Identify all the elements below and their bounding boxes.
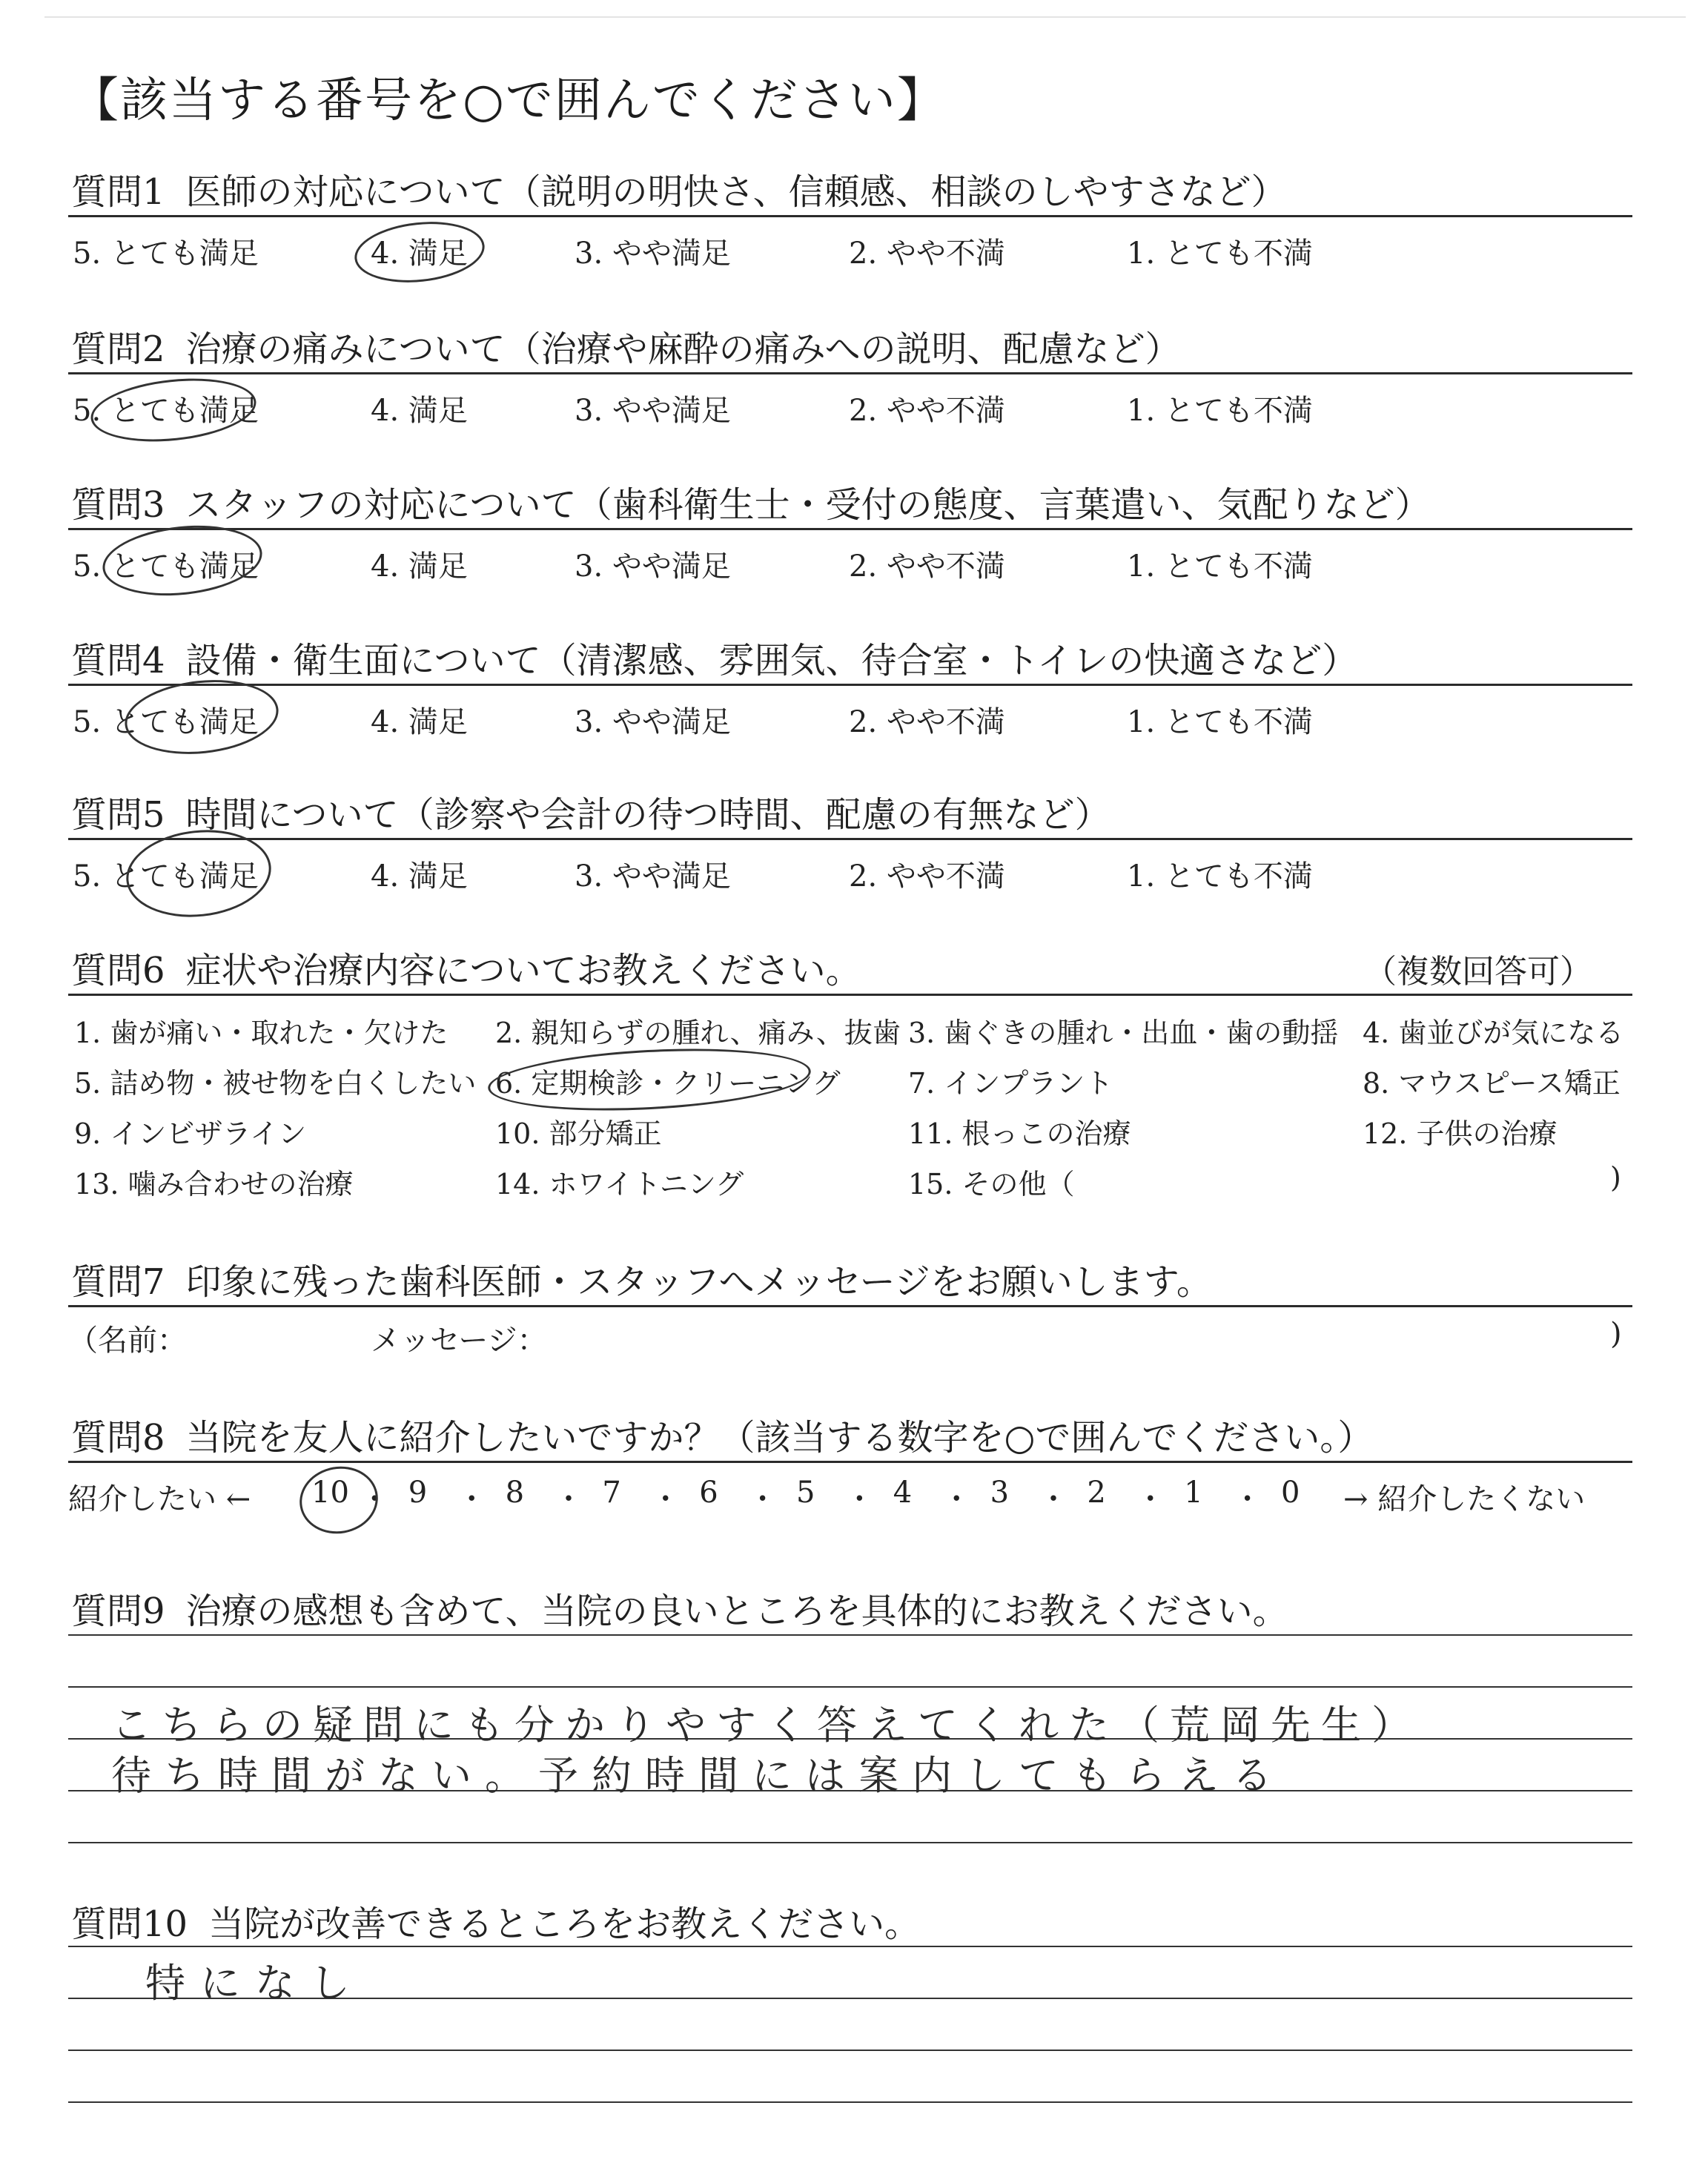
q6-option-8[interactable]: 8. マウスピース矯正 [1363, 1067, 1621, 1100]
answer-circle-mark [99, 518, 265, 603]
q6-option-14[interactable]: 14. ホワイトニング [495, 1168, 744, 1200]
question-1-number: 質問1 [71, 171, 165, 213]
question-5 [71, 786, 1110, 837]
scale-separator: ・ [1039, 1482, 1068, 1516]
q2-option-4[interactable]: 4. 満足 [371, 394, 468, 428]
q6-option-10[interactable]: 10. 部分矯正 [495, 1117, 662, 1150]
recommend-left-label: 紹介したい ← [68, 1482, 251, 1516]
question-4-rule [68, 684, 1632, 686]
answer-circle-mark [294, 1460, 383, 1539]
scale-value[interactable]: 10 [311, 1476, 349, 1510]
answer-line [68, 2050, 1632, 2051]
q2-option-1[interactable]: 1. とても不満 [1127, 394, 1313, 428]
scale-separator: ・ [650, 1482, 681, 1516]
question-2-number: 質問2 [71, 328, 165, 370]
q2-option-3[interactable]: 3. やや満足 [575, 394, 731, 428]
answer-line [68, 1842, 1632, 1843]
question-7 [71, 1253, 1212, 1304]
q1-option-5[interactable]: 5. とても満足 [73, 237, 259, 271]
q6-option-5[interactable]: 5. 詰め物・被せ物を白くしたい [74, 1067, 477, 1100]
q5-option-1[interactable]: 1. とても不満 [1127, 859, 1313, 894]
q3-option-4[interactable]: 4. 満足 [371, 549, 468, 584]
q10-handwritten-answer: 特になし [145, 1960, 365, 2007]
question-1 [71, 163, 1287, 214]
scale-value[interactable]: 7 [602, 1476, 621, 1510]
message-field-label: メッセージ： [371, 1324, 547, 1358]
scale-value[interactable]: 2 [1087, 1476, 1106, 1510]
question-8-rule [68, 1461, 1632, 1463]
q3-option-5[interactable]: 5. とても満足 [73, 549, 259, 584]
question-1-text: 医師の対応について（説明の明快さ、信頼感、相談のしやすさなど） [185, 171, 1287, 213]
scale-value[interactable]: 3 [990, 1476, 1010, 1510]
q1-option-1[interactable]: 1. とても不満 [1127, 237, 1313, 271]
scale-separator: ・ [1232, 1482, 1262, 1516]
question-7-text: 印象に残った歯科医師・スタッフへメッセージをお願いします。 [185, 1261, 1212, 1303]
q6-option-11[interactable]: 11. 根っこの治療 [908, 1117, 1131, 1150]
question-7-number: 質問7 [71, 1261, 165, 1303]
answer-circle-mark [351, 216, 487, 288]
question-2-rule [68, 372, 1632, 374]
q3-option-3[interactable]: 3. やや満足 [575, 549, 731, 584]
question-5-rule [68, 838, 1632, 840]
q6-option-2[interactable]: 2. 親知らずの腫れ、痛み、抜歯 [495, 1017, 901, 1049]
q3-option-2[interactable]: 2. やや不満 [849, 549, 1005, 584]
q6-option-3[interactable]: 3. 歯ぐきの腫れ・出血・歯の動揺 [908, 1017, 1339, 1049]
q6-option-13[interactable]: 13. 噛み合わせの治療 [74, 1168, 354, 1200]
q4-option-3[interactable]: 3. やや満足 [575, 705, 731, 739]
q6-option-7[interactable]: 7. インプラント [908, 1067, 1113, 1100]
question-5-text: 時間について（診察や会計の待つ時間、配慮の有無など） [185, 794, 1110, 836]
q4-option-2[interactable]: 2. やや不満 [849, 705, 1005, 739]
scale-separator: ・ [457, 1482, 487, 1516]
name-field-label: （名前： [68, 1324, 187, 1358]
scale-separator: ・ [941, 1482, 972, 1516]
q6-option-15[interactable]: 15. その他（ [908, 1168, 1075, 1200]
question-4 [71, 632, 1357, 683]
question-10 [71, 1895, 920, 1946]
answer-circle-mark [87, 371, 259, 449]
multiple-answers-note: （複数回答可） [1364, 953, 1592, 991]
question-6-number: 質問6 [71, 950, 165, 991]
question-8-number: 質問8 [71, 1417, 165, 1459]
question-4-text: 設備・衛生面について（清潔感、雰囲気、待合室・トイレの快適さなど） [185, 640, 1358, 681]
q6-option-12[interactable]: 12. 子供の治療 [1363, 1117, 1558, 1150]
question-1-rule [68, 215, 1632, 217]
scale-separator: ・ [747, 1482, 778, 1516]
question-9-text: 治療の感想も含めて、当院の良いところを具体的にお教えください。 [185, 1591, 1288, 1632]
message-close-paren: ) [1610, 1317, 1622, 1351]
scale-value[interactable]: 4 [893, 1476, 913, 1510]
question-9 [71, 1582, 1288, 1634]
scale-value[interactable]: 1 [1184, 1476, 1203, 1510]
scale-separator: ・ [554, 1482, 583, 1516]
answer-line [68, 1634, 1632, 1636]
q4-option-4[interactable]: 4. 満足 [371, 705, 468, 739]
question-10-text: 当院が改善できるところをお教えください。 [208, 1903, 921, 1945]
question-6 [71, 942, 861, 993]
question-6-rule [68, 994, 1632, 996]
question-8 [71, 1409, 1373, 1460]
page-heading: 【該当する番号を○で囲んでください】 [71, 73, 946, 128]
q1-option-2[interactable]: 2. やや不満 [849, 237, 1005, 271]
answer-line [68, 1686, 1632, 1688]
q9-handwritten-answer-2: 待ち時間がない。予約時間には案内してもらえる [111, 1752, 1285, 1799]
q5-option-5[interactable]: 5. とても満足 [73, 859, 259, 894]
question-2-text: 治療の痛みについて（治療や麻酔の痛みへの説明、配慮など） [185, 328, 1181, 370]
top-edge-rule [44, 16, 1686, 18]
question-3 [71, 476, 1431, 527]
scale-value[interactable]: 6 [699, 1476, 718, 1510]
answer-line [68, 1946, 1632, 1947]
answer-line [68, 2101, 1632, 2103]
answer-circle-mark [121, 673, 282, 761]
question-4-number: 質問4 [71, 640, 165, 681]
question-8-text: 当院を友人に紹介したいですか？（該当する数字を○で囲んでください。） [185, 1417, 1374, 1459]
scale-value[interactable]: 8 [505, 1476, 525, 1510]
q1-option-4[interactable]: 4. 満足 [371, 237, 468, 271]
q1-option-3[interactable]: 3. やや満足 [575, 237, 731, 271]
scale-value[interactable]: 9 [408, 1476, 428, 1510]
question-3-number: 質問3 [71, 484, 165, 526]
q6-option-1[interactable]: 1. 歯が痛い・取れた・欠けた [74, 1017, 448, 1049]
q5-option-4[interactable]: 4. 満足 [371, 859, 468, 894]
q6-option-9[interactable]: 9. インビザライン [74, 1117, 307, 1150]
q6-other-close-paren: ) [1610, 1161, 1621, 1194]
q3-option-1[interactable]: 1. とても不満 [1127, 549, 1313, 584]
scale-separator: ・ [360, 1482, 390, 1516]
q6-option-4[interactable]: 4. 歯並びが気になる [1363, 1017, 1624, 1049]
q9-handwritten-answer-1: こちらの疑問にも分かりやすく答えてくれた（荒岡先生） [111, 1702, 1422, 1748]
scale-separator: ・ [844, 1482, 875, 1516]
q2-option-5[interactable]: 5. とても満足 [73, 394, 259, 428]
q4-option-1[interactable]: 1. とても不満 [1127, 705, 1313, 739]
scale-separator: ・ [1135, 1482, 1165, 1516]
question-3-text: スタッフの対応について（歯科衛生士・受付の態度、言葉遣い、気配りなど） [185, 484, 1431, 526]
answer-circle-mark [486, 1042, 812, 1118]
question-9-number: 質問9 [71, 1591, 165, 1632]
q2-option-2[interactable]: 2. やや不満 [849, 394, 1005, 428]
recommend-right-label: → 紹介したくない [1343, 1482, 1586, 1516]
scale-value[interactable]: 5 [796, 1476, 815, 1510]
question-10-number: 質問10 [71, 1903, 188, 1945]
q5-option-3[interactable]: 3. やや満足 [575, 859, 731, 894]
question-2 [71, 320, 1181, 371]
question-6-text: 症状や治療内容についてお教えください。 [185, 950, 861, 991]
question-7-rule [68, 1305, 1632, 1307]
q6-option-6[interactable]: 6. 定期検診・クリーニング [495, 1067, 841, 1100]
question-3-rule [68, 528, 1632, 530]
question-5-number: 質問5 [71, 794, 165, 836]
q4-option-5[interactable]: 5. とても満足 [73, 705, 259, 739]
scale-value[interactable]: 0 [1281, 1476, 1300, 1510]
q5-option-2[interactable]: 2. やや不満 [849, 859, 1005, 894]
